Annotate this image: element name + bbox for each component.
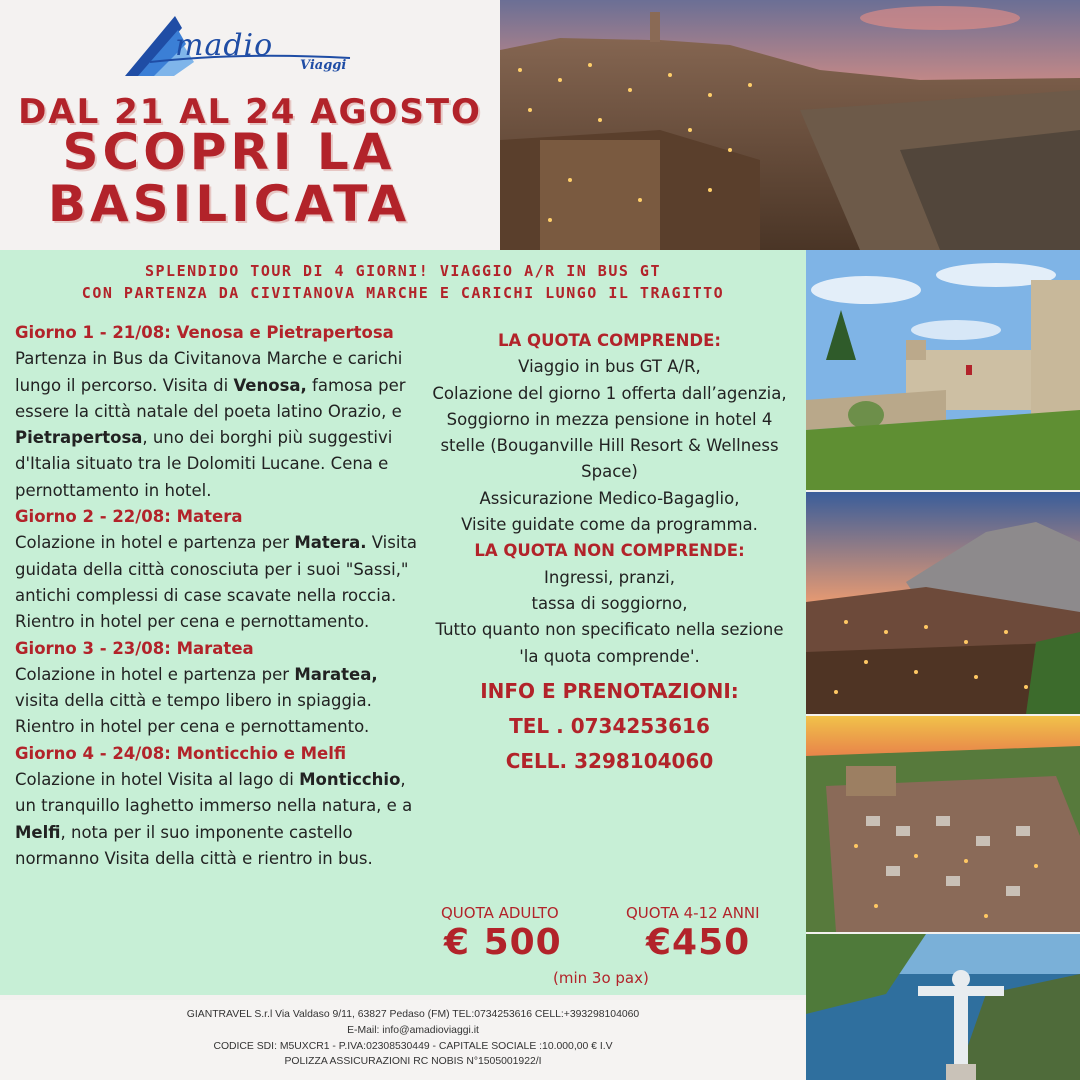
place-name: Pietrapertosa: [15, 428, 143, 448]
contacts-title: INFO E PRENOTAZIONI:: [480, 678, 739, 703]
day-text: , un tranquillo laghetto immerso nella natura, e a: [15, 770, 413, 816]
phone-number[interactable]: TEL . 0734253616: [509, 713, 710, 738]
child-price-label: QUOTA 4-12 ANNI: [626, 904, 760, 922]
itinerary: [15, 320, 425, 872]
includes-item: Soggiorno in mezza pensione in hotel 4 stelle (Bouganville Hill Resort & Wellness Space): [440, 409, 779, 482]
footer-email-line[interactable]: E-Mail: info@amadioviaggi.it: [347, 1025, 479, 1036]
excludes-title: LA QUOTA NON COMPRENDE:: [474, 541, 745, 561]
header: [0, 0, 500, 250]
mobile-number[interactable]: CELL. 3298104060: [505, 748, 714, 773]
includes-item: Visite guidate come da programma.: [461, 515, 758, 535]
includes-title: LA QUOTA COMPRENDE:: [498, 331, 721, 350]
day-description: [15, 767, 425, 872]
day-description: [15, 346, 425, 504]
maratea-photo: [806, 934, 1080, 1080]
title-line-1: SCOPRI LA: [62, 123, 396, 181]
day-text: Partenza in Bus da Civitanova Marche e carichi lungo il percorso. Visita di: [15, 349, 403, 395]
includes-item: Viaggio in bus GT A/R,: [518, 357, 701, 377]
day-text: famosa per essere la città natale del poeta latino Orazio, e: [15, 375, 406, 421]
pietrapertosa-photo: [806, 492, 1080, 714]
place-name: Maratea,: [294, 664, 378, 684]
place-name: Venosa,: [233, 375, 307, 395]
includes-item: Colazione del giorno 1 offerta dall’agenzia,: [432, 383, 787, 403]
day-text: Colazione in hotel e partenza per: [15, 533, 295, 553]
footer: [0, 1000, 806, 1080]
day-title: Giorno 1 - 21/08: Venosa e Pietrapertosa: [15, 323, 394, 342]
matera-photo: [500, 0, 1080, 250]
day-text: Colazione in hotel Visita al lago di: [15, 770, 300, 790]
logo-text: madio: [175, 28, 274, 63]
day-text: visita della città e tempo libero in spiaggia. Rientro in hotel per cena e pernottamento.: [15, 691, 372, 737]
day-description: [15, 662, 425, 741]
day-text: Visita guidata della città conosciuta per i suoi "Sassi," antichi complessi di case scavate nella roccia. Rientro in hotel per cena e pernottamento.: [15, 533, 417, 632]
day-title: Giorno 4 - 24/08: Monticchio e Melfi: [15, 743, 347, 763]
dates-heading: DAL 21 AL 24 AGOSTO: [18, 92, 482, 132]
footer-tax-line: CODICE SDI: M5UXCR1 - P.IVA:02308530449 - CAPITALE SOCIALE :10.000,00 € I.V: [213, 1041, 613, 1052]
excludes-item: Tutto quanto non specificato nella sezione 'la quota comprende'.: [435, 620, 784, 666]
day-title: Giorno 2 - 22/08: Matera: [15, 507, 243, 527]
day-title: Giorno 3 - 23/08: Maratea: [15, 638, 254, 658]
castle-photo: [806, 250, 1080, 490]
logo-subtext: Viaggi: [300, 58, 347, 73]
day-text: , nota per il suo imponente castello normanno Visita della città e rientro in bus.: [15, 822, 373, 868]
subtitle-line-2: CON PARTENZA DA CIVITANOVA MARCHE E CARICHI LUNGO IL TRAGITTO: [81, 284, 725, 302]
footer-insurance-line: POLIZZA ASSICURAZIONI RC NOBIS N°1505001922/I: [284, 1056, 542, 1067]
excludes-item: Ingressi, pranzi,: [544, 567, 675, 587]
day-text: , uno dei borghi più suggestivi d'Italia situato tra le Dolomiti Lucane. Cena e pernottamento in hotel.: [15, 428, 393, 500]
child-price: €450: [646, 922, 751, 963]
includes-item: Assicurazione Medico-Bagaglio,: [479, 488, 740, 508]
place-name: Monticchio: [299, 770, 401, 790]
place-name: Melfi: [15, 822, 61, 842]
page-title: [0, 123, 458, 233]
excludes-item: tassa di soggiorno,: [531, 593, 688, 613]
melfi-photo: [806, 716, 1080, 932]
title-line-2: BASILICATA: [47, 175, 411, 233]
footer-company-line: GIANTRAVEL S.r.l Via Valdaso 9/11, 63827 Pedaso (FM) TEL:0734253616 CELL:+393298104060: [186, 1009, 640, 1020]
day-description: [15, 530, 425, 635]
adult-price-label: QUOTA ADULTO: [441, 904, 559, 922]
adult-price: € 500: [444, 922, 562, 963]
subtitle-line-1: SPLENDIDO TOUR DI 4 GIORNI! VIAGGIO A/R IN BUS GT: [144, 262, 661, 280]
price-details: [432, 328, 787, 779]
day-text: Colazione in hotel e partenza per: [15, 664, 295, 684]
min-pax-note: (min 3o pax): [553, 969, 649, 987]
place-name: Matera.: [294, 533, 367, 553]
